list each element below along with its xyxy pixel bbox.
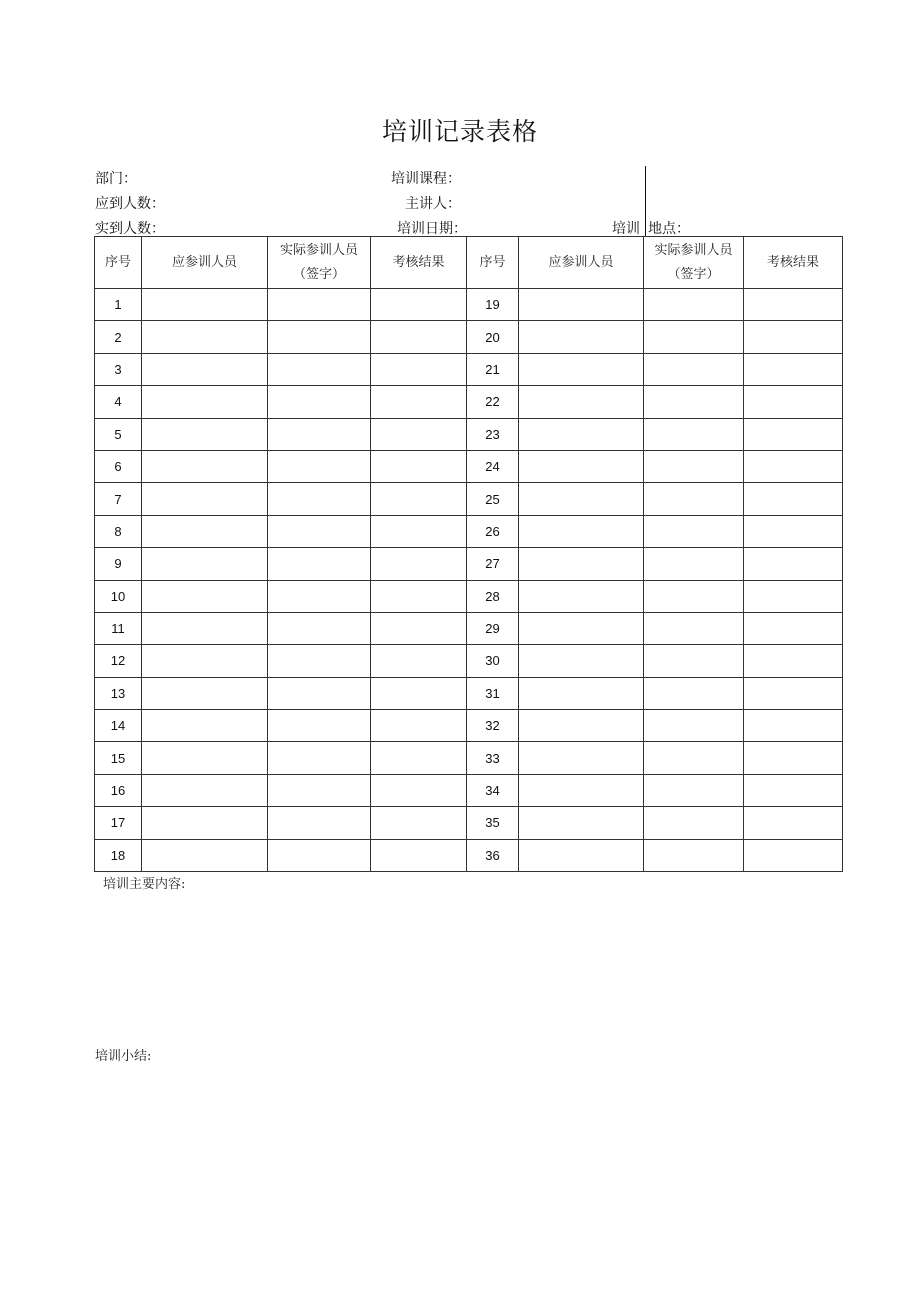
signature-cell[interactable]: [644, 839, 744, 871]
result-cell[interactable]: [371, 774, 467, 806]
seq-cell: 13: [95, 677, 142, 709]
result-cell[interactable]: [371, 839, 467, 871]
header-expected-left: 应参训人员: [142, 237, 268, 289]
signature-cell[interactable]: [644, 742, 744, 774]
signature-cell[interactable]: [644, 710, 744, 742]
result-cell[interactable]: [371, 483, 467, 515]
signature-cell[interactable]: [268, 353, 371, 385]
location-label-prefix: 培训: [612, 221, 640, 237]
seq-cell: 7: [95, 483, 142, 515]
expected-attendee-cell[interactable]: [519, 807, 644, 839]
signature-cell[interactable]: [268, 839, 371, 871]
signature-cell[interactable]: [268, 450, 371, 482]
actual-count-label: 实到人数：: [95, 221, 165, 237]
result-cell[interactable]: [371, 612, 467, 644]
signature-cell[interactable]: [268, 645, 371, 677]
expected-attendee-cell[interactable]: [142, 483, 268, 515]
signature-cell[interactable]: [268, 677, 371, 709]
signature-cell[interactable]: [644, 774, 744, 806]
seq-cell: 2: [95, 321, 142, 353]
result-cell[interactable]: [744, 645, 843, 677]
table-row: [95, 839, 843, 871]
result-cell[interactable]: [371, 580, 467, 612]
seq-cell: 35: [467, 807, 519, 839]
signature-cell[interactable]: [644, 515, 744, 547]
expected-attendee-cell[interactable]: [519, 548, 644, 580]
signature-cell[interactable]: [268, 289, 371, 321]
signature-cell[interactable]: [644, 321, 744, 353]
result-cell[interactable]: [744, 321, 843, 353]
expected-attendee-cell[interactable]: [142, 515, 268, 547]
result-cell[interactable]: [371, 515, 467, 547]
result-cell[interactable]: [744, 612, 843, 644]
seq-cell: 11: [95, 612, 142, 644]
seq-cell: 33: [467, 742, 519, 774]
seq-cell: 21: [467, 353, 519, 385]
signature-cell[interactable]: [268, 580, 371, 612]
signature-cell[interactable]: [644, 677, 744, 709]
table-row: [95, 645, 843, 677]
header-actual-right: 实际参训人员（签字）: [644, 237, 744, 289]
seq-cell: 1: [95, 289, 142, 321]
signature-cell[interactable]: [644, 548, 744, 580]
expected-attendee-cell[interactable]: [519, 612, 644, 644]
expected-attendee-cell[interactable]: [519, 353, 644, 385]
date-label: 培训日期：: [397, 221, 467, 237]
signature-cell[interactable]: [644, 580, 744, 612]
seq-cell: 28: [467, 580, 519, 612]
training-summary-label: 培训小结:: [95, 1049, 152, 1064]
expected-count-label: 应到人数：: [95, 196, 165, 212]
result-cell[interactable]: [371, 353, 467, 385]
result-cell[interactable]: [744, 548, 843, 580]
seq-cell: 3: [95, 353, 142, 385]
seq-cell: 17: [95, 807, 142, 839]
result-cell[interactable]: [744, 483, 843, 515]
signature-cell[interactable]: [644, 353, 744, 385]
header-divider: [645, 166, 646, 236]
signature-cell[interactable]: [644, 450, 744, 482]
expected-attendee-cell[interactable]: [519, 450, 644, 482]
expected-attendee-cell[interactable]: [142, 710, 268, 742]
expected-attendee-cell[interactable]: [519, 515, 644, 547]
header-seq-left: 序号: [95, 237, 142, 289]
result-cell[interactable]: [744, 580, 843, 612]
signature-cell[interactable]: [644, 386, 744, 418]
expected-attendee-cell[interactable]: [519, 386, 644, 418]
page-title: 培训记录表格: [381, 117, 538, 146]
signature-cell[interactable]: [268, 807, 371, 839]
seq-cell: 22: [467, 386, 519, 418]
table-header-row: [95, 237, 843, 289]
table-row: [95, 742, 843, 774]
table-row: [95, 710, 843, 742]
result-cell[interactable]: [744, 677, 843, 709]
seq-cell: 8: [95, 515, 142, 547]
result-cell[interactable]: [371, 710, 467, 742]
expected-attendee-cell[interactable]: [519, 418, 644, 450]
signature-cell[interactable]: [644, 289, 744, 321]
table-row: [95, 548, 843, 580]
result-cell[interactable]: [371, 645, 467, 677]
signature-cell[interactable]: [268, 483, 371, 515]
seq-cell: 36: [467, 839, 519, 871]
seq-cell: 10: [95, 580, 142, 612]
table-row: [95, 450, 843, 482]
seq-cell: 32: [467, 710, 519, 742]
result-cell[interactable]: [371, 548, 467, 580]
expected-attendee-cell[interactable]: [142, 386, 268, 418]
table-row: [95, 612, 843, 644]
signature-cell[interactable]: [268, 612, 371, 644]
expected-attendee-cell[interactable]: [519, 483, 644, 515]
table-row: [95, 418, 843, 450]
signature-cell[interactable]: [268, 515, 371, 547]
expected-attendee-cell[interactable]: [142, 450, 268, 482]
lecturer-label: 主讲人：: [405, 196, 461, 212]
signature-cell[interactable]: [268, 418, 371, 450]
expected-attendee-cell[interactable]: [142, 612, 268, 644]
signature-cell[interactable]: [644, 645, 744, 677]
expected-attendee-cell[interactable]: [519, 710, 644, 742]
result-cell[interactable]: [371, 677, 467, 709]
course-label: 培训课程：: [391, 171, 461, 187]
expected-attendee-cell[interactable]: [142, 353, 268, 385]
table-row: [95, 321, 843, 353]
signature-cell[interactable]: [268, 774, 371, 806]
expected-attendee-cell[interactable]: [519, 839, 644, 871]
header-result-left: 考核结果: [371, 237, 467, 289]
expected-attendee-cell[interactable]: [519, 645, 644, 677]
seq-cell: 16: [95, 774, 142, 806]
expected-attendee-cell[interactable]: [142, 321, 268, 353]
signature-cell[interactable]: [268, 548, 371, 580]
expected-attendee-cell[interactable]: [142, 580, 268, 612]
expected-attendee-cell[interactable]: [519, 321, 644, 353]
expected-attendee-cell[interactable]: [142, 418, 268, 450]
expected-attendee-cell[interactable]: [519, 677, 644, 709]
result-cell[interactable]: [371, 450, 467, 482]
result-cell[interactable]: [744, 742, 843, 774]
seq-cell: 24: [467, 450, 519, 482]
header-result-right: 考核结果: [744, 237, 843, 289]
result-cell[interactable]: [371, 289, 467, 321]
result-cell[interactable]: [744, 289, 843, 321]
table-row: [95, 483, 843, 515]
result-cell[interactable]: [371, 742, 467, 774]
result-cell[interactable]: [371, 321, 467, 353]
header-seq-right: 序号: [467, 237, 519, 289]
seq-cell: 9: [95, 548, 142, 580]
seq-cell: 34: [467, 774, 519, 806]
seq-cell: 26: [467, 515, 519, 547]
result-cell[interactable]: [744, 450, 843, 482]
expected-attendee-cell[interactable]: [142, 645, 268, 677]
expected-attendee-cell[interactable]: [142, 807, 268, 839]
expected-attendee-cell[interactable]: [142, 548, 268, 580]
expected-attendee-cell[interactable]: [519, 774, 644, 806]
result-cell[interactable]: [744, 418, 843, 450]
signature-cell[interactable]: [644, 807, 744, 839]
table-row: [95, 386, 843, 418]
expected-attendee-cell[interactable]: [142, 289, 268, 321]
table-row: [95, 515, 843, 547]
signature-cell[interactable]: [268, 386, 371, 418]
seq-cell: 15: [95, 742, 142, 774]
signature-cell[interactable]: [644, 483, 744, 515]
seq-cell: 19: [467, 289, 519, 321]
signature-cell[interactable]: [644, 418, 744, 450]
seq-cell: 18: [95, 839, 142, 871]
department-label: 部门：: [95, 171, 137, 187]
result-cell[interactable]: [744, 353, 843, 385]
expected-attendee-cell[interactable]: [142, 742, 268, 774]
result-cell[interactable]: [371, 386, 467, 418]
seq-cell: 31: [467, 677, 519, 709]
header-actual-left: 实际参训人员（签字）: [268, 237, 371, 289]
result-cell[interactable]: [371, 418, 467, 450]
result-cell[interactable]: [744, 807, 843, 839]
table-row: [95, 677, 843, 709]
seq-cell: 30: [467, 645, 519, 677]
expected-attendee-cell[interactable]: [519, 580, 644, 612]
result-cell[interactable]: [744, 515, 843, 547]
seq-cell: 23: [467, 418, 519, 450]
table-row: [95, 289, 843, 321]
signature-cell[interactable]: [268, 710, 371, 742]
header-expected-right: 应参训人员: [519, 237, 644, 289]
table-row: [95, 774, 843, 806]
seq-cell: 27: [467, 548, 519, 580]
result-cell[interactable]: [744, 386, 843, 418]
expected-attendee-cell[interactable]: [142, 677, 268, 709]
result-cell[interactable]: [744, 710, 843, 742]
seq-cell: 4: [95, 386, 142, 418]
seq-cell: 25: [467, 483, 519, 515]
expected-attendee-cell[interactable]: [142, 774, 268, 806]
location-label-suffix: 地点：: [648, 221, 690, 237]
signature-cell[interactable]: [268, 321, 371, 353]
result-cell[interactable]: [744, 839, 843, 871]
signature-cell[interactable]: [268, 742, 371, 774]
seq-cell: 6: [95, 450, 142, 482]
seq-cell: 20: [467, 321, 519, 353]
expected-attendee-cell[interactable]: [519, 742, 644, 774]
table-row: [95, 807, 843, 839]
table-row: [95, 580, 843, 612]
signature-cell[interactable]: [644, 612, 744, 644]
seq-cell: 29: [467, 612, 519, 644]
training-content-label: 培训主要内容:: [103, 877, 186, 892]
attendance-table: [94, 236, 843, 872]
seq-cell: 12: [95, 645, 142, 677]
seq-cell: 14: [95, 710, 142, 742]
result-cell[interactable]: [371, 807, 467, 839]
table-row: [95, 353, 843, 385]
seq-cell: 5: [95, 418, 142, 450]
expected-attendee-cell[interactable]: [142, 839, 268, 871]
result-cell[interactable]: [744, 774, 843, 806]
expected-attendee-cell[interactable]: [519, 289, 644, 321]
